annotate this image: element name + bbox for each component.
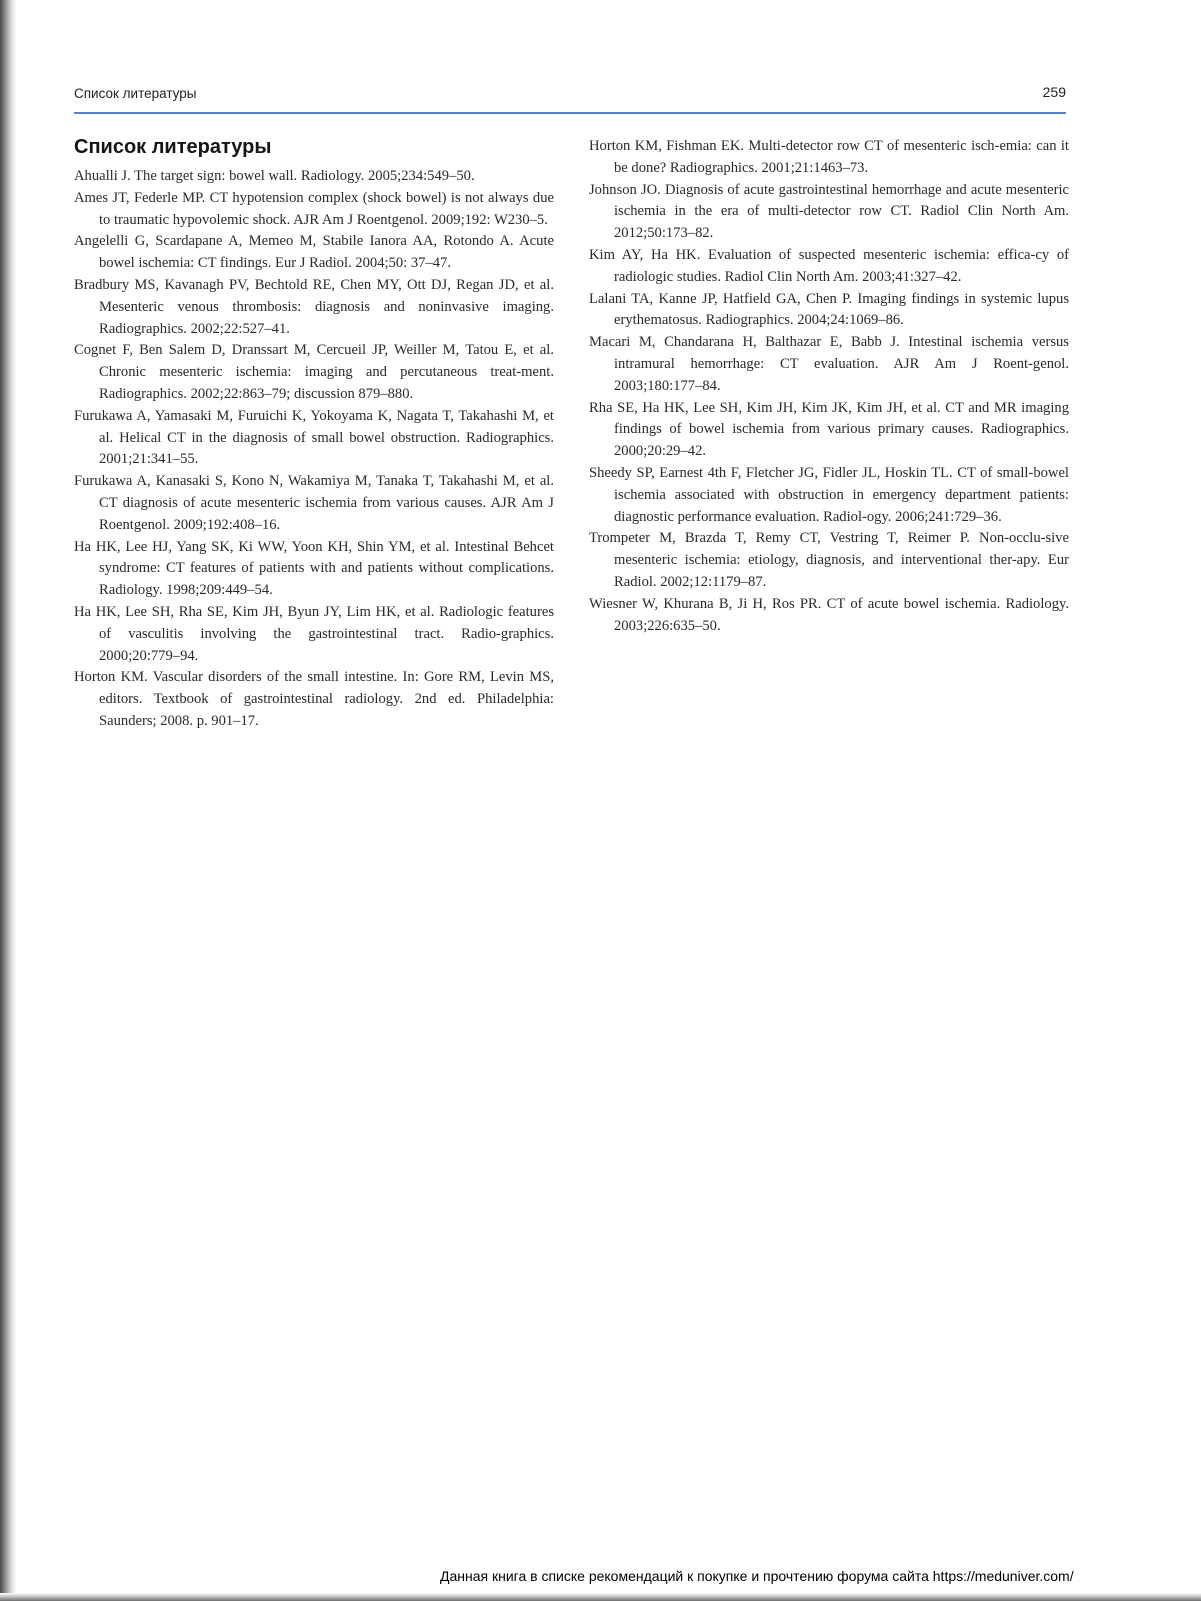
reference-item: Ames JT, Federle MP. CT hypotension complex (shock bowel) is not always due to traumatic hypovolemic shock. AJR Am J Roentgenol. 2009;192: W230–5. <box>74 189 554 228</box>
reference-item: Rha SE, Ha HK, Lee SH, Kim JH, Kim JK, Kim JH, et al. CT and MR imaging findings of bowel ischemia from various primary causes. Radiographics. 2000;20:29–42. <box>589 399 1069 460</box>
page-number: 259 <box>1042 84 1066 100</box>
reference-item: Cognet F, Ben Salem D, Dranssart M, Cercueil JP, Weiller M, Tatou E, et al. Chronic mesenteric ischemia: imaging and percutaneous treat-ment. Radiographics. 2002;22:863–79; discussion 879–880. <box>74 342 554 402</box>
page-bottom-edge <box>0 1593 1201 1601</box>
reference-item: Bradbury MS, Kavanagh PV, Bechtold RE, Chen MY, Ott DJ, Regan JD, et al. Mesenteric venous thrombosis: diagnosis and noninvasive imaging. Radiographics. 2002;22:527–41. <box>74 276 554 337</box>
reference-item: Johnson JO. Diagnosis of acute gastrointestinal hemorrhage and acute mesenteric ischemia in the era of multi-detector row CT. Radiol Clin North Am. 2012;50:173–82. <box>589 181 1069 242</box>
reference-item: Furukawa A, Kanasaki S, Kono N, Wakamiya M, Tanaka T, Takahashi M, et al. CT diagnosis of acute mesenteric ischemia from various causes. AJR Am J Roentgenol. 2009;192:408–16. <box>74 473 554 533</box>
reference-item: Horton KM. Vascular disorders of the small intestine. In: Gore RM, Levin MS, editors. Textbook of gastrointestinal radiology. 2nd ed. Philadelphia: Saunders; 2008. p. 901–17. <box>74 669 554 729</box>
page-spine-shadow <box>0 0 16 1601</box>
running-head-section-title: Список литературы <box>74 86 197 101</box>
footer-note: Данная книга в списке рекомендаций к покупке и прочтению форума сайта https://meduniver.com/ <box>440 1568 1074 1584</box>
reference-item: Trompeter M, Brazda T, Remy CT, Vestring T, Reimer P. Non-occlu-sive mesenteric ischemia: etiology, diagnosis, and interventional ther-apy. Eur Radiol. 2002;12:1179–87. <box>589 530 1069 590</box>
reference-item: Ha HK, Lee SH, Rha SE, Kim JH, Byun JY, Lim HK, et al. Radiologic features of vasculitis involving the gastrointestinal tract. Radio-graphics. 2000;20:779–94. <box>74 603 554 664</box>
reference-item: Furukawa A, Yamasaki M, Furuichi K, Yokoyama K, Nagata T, Takahashi M, et al. Helical CT in the diagnosis of small bowel obstruction. Radiographics. 2001;21:341–55. <box>74 407 554 468</box>
header-rule <box>74 112 1066 114</box>
references-column-right <box>589 136 1069 637</box>
reference-item: Macari M, Chandarana H, Balthazar E, Babb J. Intestinal ischemia versus intramural hemorrhage: CT evaluation. AJR Am J Roent-genol. 2003;180:177–84. <box>589 334 1069 394</box>
reference-item: Sheedy SP, Earnest 4th F, Fletcher JG, Fidler JL, Hoskin TL. CT of small-bowel ischemia associated with obstruction in emergency department patients: diagnostic performance evaluation. Radiol-ogy. 2006;241:729–36. <box>589 464 1069 525</box>
running-head <box>74 84 1066 106</box>
references-heading: Список литературы <box>74 136 272 158</box>
references-column-left <box>74 134 554 733</box>
reference-item: Ha HK, Lee HJ, Yang SK, Ki WW, Yoon KH, Shin YM, et al. Intestinal Behcet syndrome: CT features of patients with and patients without complications. Radiology. 1998;209:449–54. <box>74 538 554 599</box>
reference-item: Wiesner W, Khurana B, Ji H, Ros PR. CT of acute bowel ischemia. Radiology. 2003;226:635–50. <box>589 595 1069 634</box>
reference-item: Ahualli J. The target sign: bowel wall. Radiology. 2005;234:549–50. <box>74 168 475 184</box>
reference-item: Lalani TA, Kanne JP, Hatfield GA, Chen P. Imaging findings in systemic lupus erythematosus. Radiographics. 2004;24:1069–86. <box>589 290 1069 329</box>
reference-item: Kim AY, Ha HK. Evaluation of suspected mesenteric ischemia: effica-cy of radiologic studies. Radiol Clin North Am. 2003;41:327–42. <box>589 246 1069 285</box>
reference-item: Horton KM, Fishman EK. Multi-detector row CT of mesenteric isch-emia: can it be done? Radiographics. 2001;21:1463–73. <box>589 138 1069 176</box>
reference-item: Angelelli G, Scardapane A, Memeo M, Stabile Ianora AA, Rotondo A. Acute bowel ischemia: CT findings. Eur J Radiol. 2004;50: 37–47. <box>74 233 554 272</box>
